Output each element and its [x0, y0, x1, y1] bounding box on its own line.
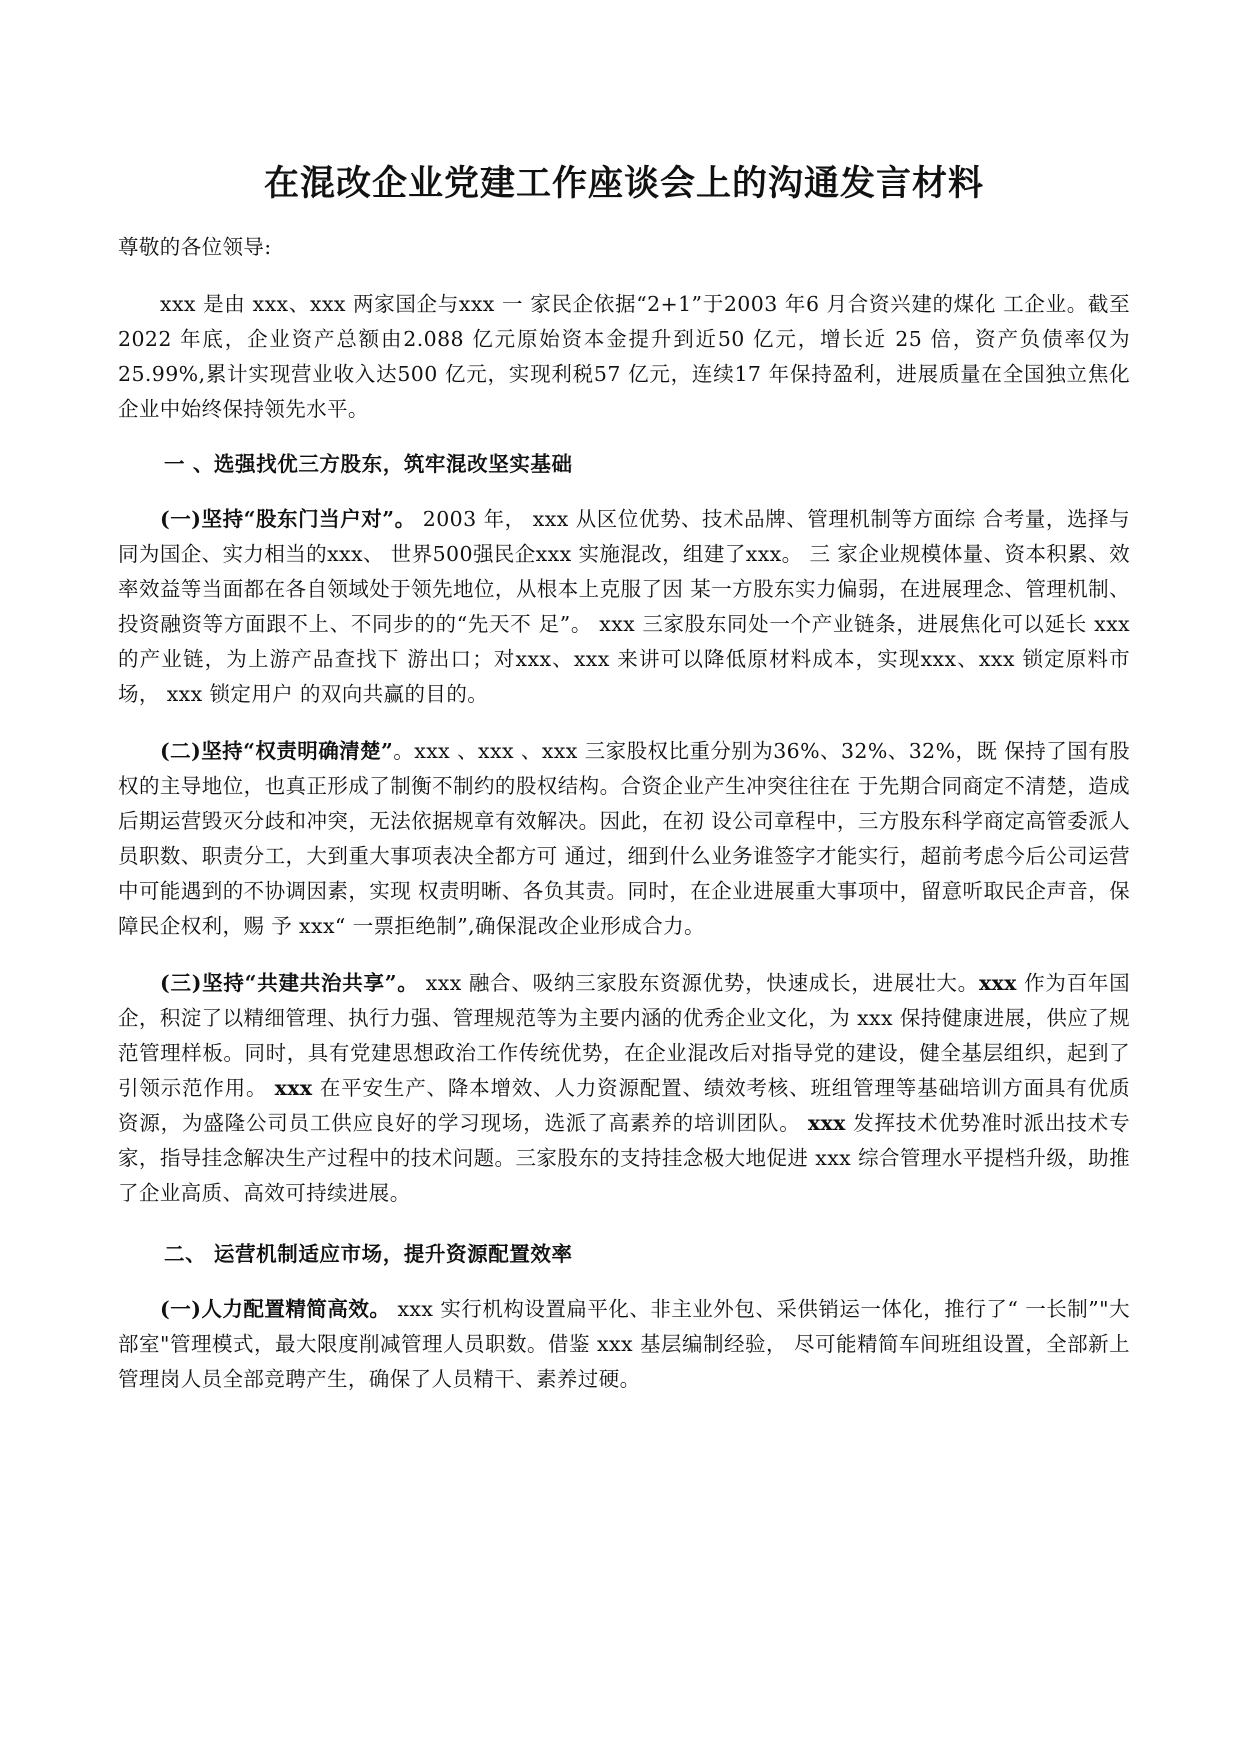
- section-2-heading: 二、 运营机制适应市场，提升资源配置效率: [164, 1242, 573, 1266]
- document-title: 在混改企业党建工作座谈会上的沟通发言材料: [263, 163, 984, 204]
- paragraph-lead: (二)坚持“权责明确清楚”: [160, 739, 394, 763]
- paragraph-text: 在平安生产、降本增效、人力资源配置、绩效考核、班组管理等基础培训方面具有优质资源，为盛隆公司员工供应良好的学习现场，选派了高素养的培训团队。: [118, 1076, 1130, 1135]
- paragraph-text: xxx 实行机构设置扁平化、非主业外包、采供销运一体化，推行了“ 一长制”"大部室"管理模式，最大限度削减管理人员职数。借鉴 xxx 基层编制经验， 尽可能精简车间班组设置，全部新上管理岗人员全部竞聘产生，确保了人员精干、素养过硬。: [118, 1297, 1130, 1391]
- paragraph-lead: (三)坚持“共建共治共享”。: [160, 971, 419, 995]
- section-2-paragraph-1: [118, 1292, 1130, 1397]
- section-1-heading: 一 、选强找优三方股东，筑牢混改坚实基础: [164, 452, 573, 476]
- company-placeholder: xxx: [978, 971, 1017, 995]
- company-placeholder: xxx: [807, 1111, 846, 1135]
- section-1-paragraph-2: [118, 734, 1130, 944]
- paragraph-text: xxx 融合、吸纳三家股东资源优势，快速成长，进展壮大。: [418, 971, 979, 995]
- company-placeholder: xxx: [274, 1076, 313, 1100]
- paragraph-text: 2003 年， xxx 从区位优势、技术品牌、管理机制等方面综 合考量，选择与同为国企、实力相当的xxx、 世界500强民企xxx 实施混改，组建了xxx。 三 家企业规模体量、资本积累、效率效益等当面都在各自领域处于领先地位，从根本上克服了因 某一方股东实力偏弱，在进展理念、管理机制、投资融资等方面跟不上、不同步的的“先天不 足”。 xxx 三家股东同处一个产业链条，进展焦化可以延长 xxx 的产业链，为上游产品查找下 游出口；对xxx、xxx 来讲可以降低原材料成本，实现xxx、xxx 锁定原料市场， xxx 锁定用户 的双向共赢的目的。: [118, 507, 1130, 706]
- intro-paragraph: xxx 是由 xxx、xxx 两家国企与xxx 一 家民企依据“2+1”于2003 年6 月合资兴建的煤化 工企业。截至2022 年底，企业资产总额由2.088 亿元原始资本金提升到近50 亿元，增长近 25 倍，资产负债率仅为25.99%,累计实现营业收入达500 亿元，实现利税57 亿元，连续17 年保持盈利，进展质量在全国独立焦化企业中始终保持领先水平。: [118, 292, 1130, 421]
- paragraph-lead: (一)人力配置精简高效。: [160, 1297, 391, 1321]
- paragraph-lead: (一)坚持“股东门当户对”。: [160, 507, 416, 531]
- paragraph-text: 发挥技术优势准时派出技术专家，指导挂念解决生产过程中的技术问题。三家股东的支持挂念极大地促进 xxx 综合管理水平提档升级，助推了企业高质、高效可持续进展。: [118, 1111, 1130, 1205]
- salutation: 尊敬的各位领导:: [118, 235, 272, 259]
- paragraph-text: 作为百年国企，积淀了以精细管理、执行力强、管理规范等为主要内涵的优秀企业文化，为 xxx 保持健康进展，供应了规范管理样板。同时，具有党建思想政治工作传统优势，在企业混改后对指导党的建设，健全基层组织，起到了引领示范作用。: [118, 971, 1130, 1100]
- section-1-paragraph-1: [118, 502, 1130, 712]
- paragraph-text: 。xxx 、xxx 、xxx 三家股权比重分别为36%、32%、32%，既 保持了国有股权的主导地位，也真正形成了制衡不制约的股权结构。合资企业产生冲突往往在 于先期合同商定不清楚，造成后期运营毁灭分歧和冲突，无法依据规章有效解决。因此，在初 设公司章程中，三方股东科学商定高管委派人员职数、职责分工，大到重大事项表决全都方可 通过，细到什么业务谁签字才能实行，超前考虑今后公司运营中可能遇到的不协调因素，实现 权责明晰、各负其责。同时，在企业进展重大事项中，留意听取民企声音，保障民企权利，赐 予 xxx“ 一票拒绝制”,确保混改企业形成合力。: [118, 739, 1130, 938]
- section-1-paragraph-3: [118, 966, 1130, 1211]
